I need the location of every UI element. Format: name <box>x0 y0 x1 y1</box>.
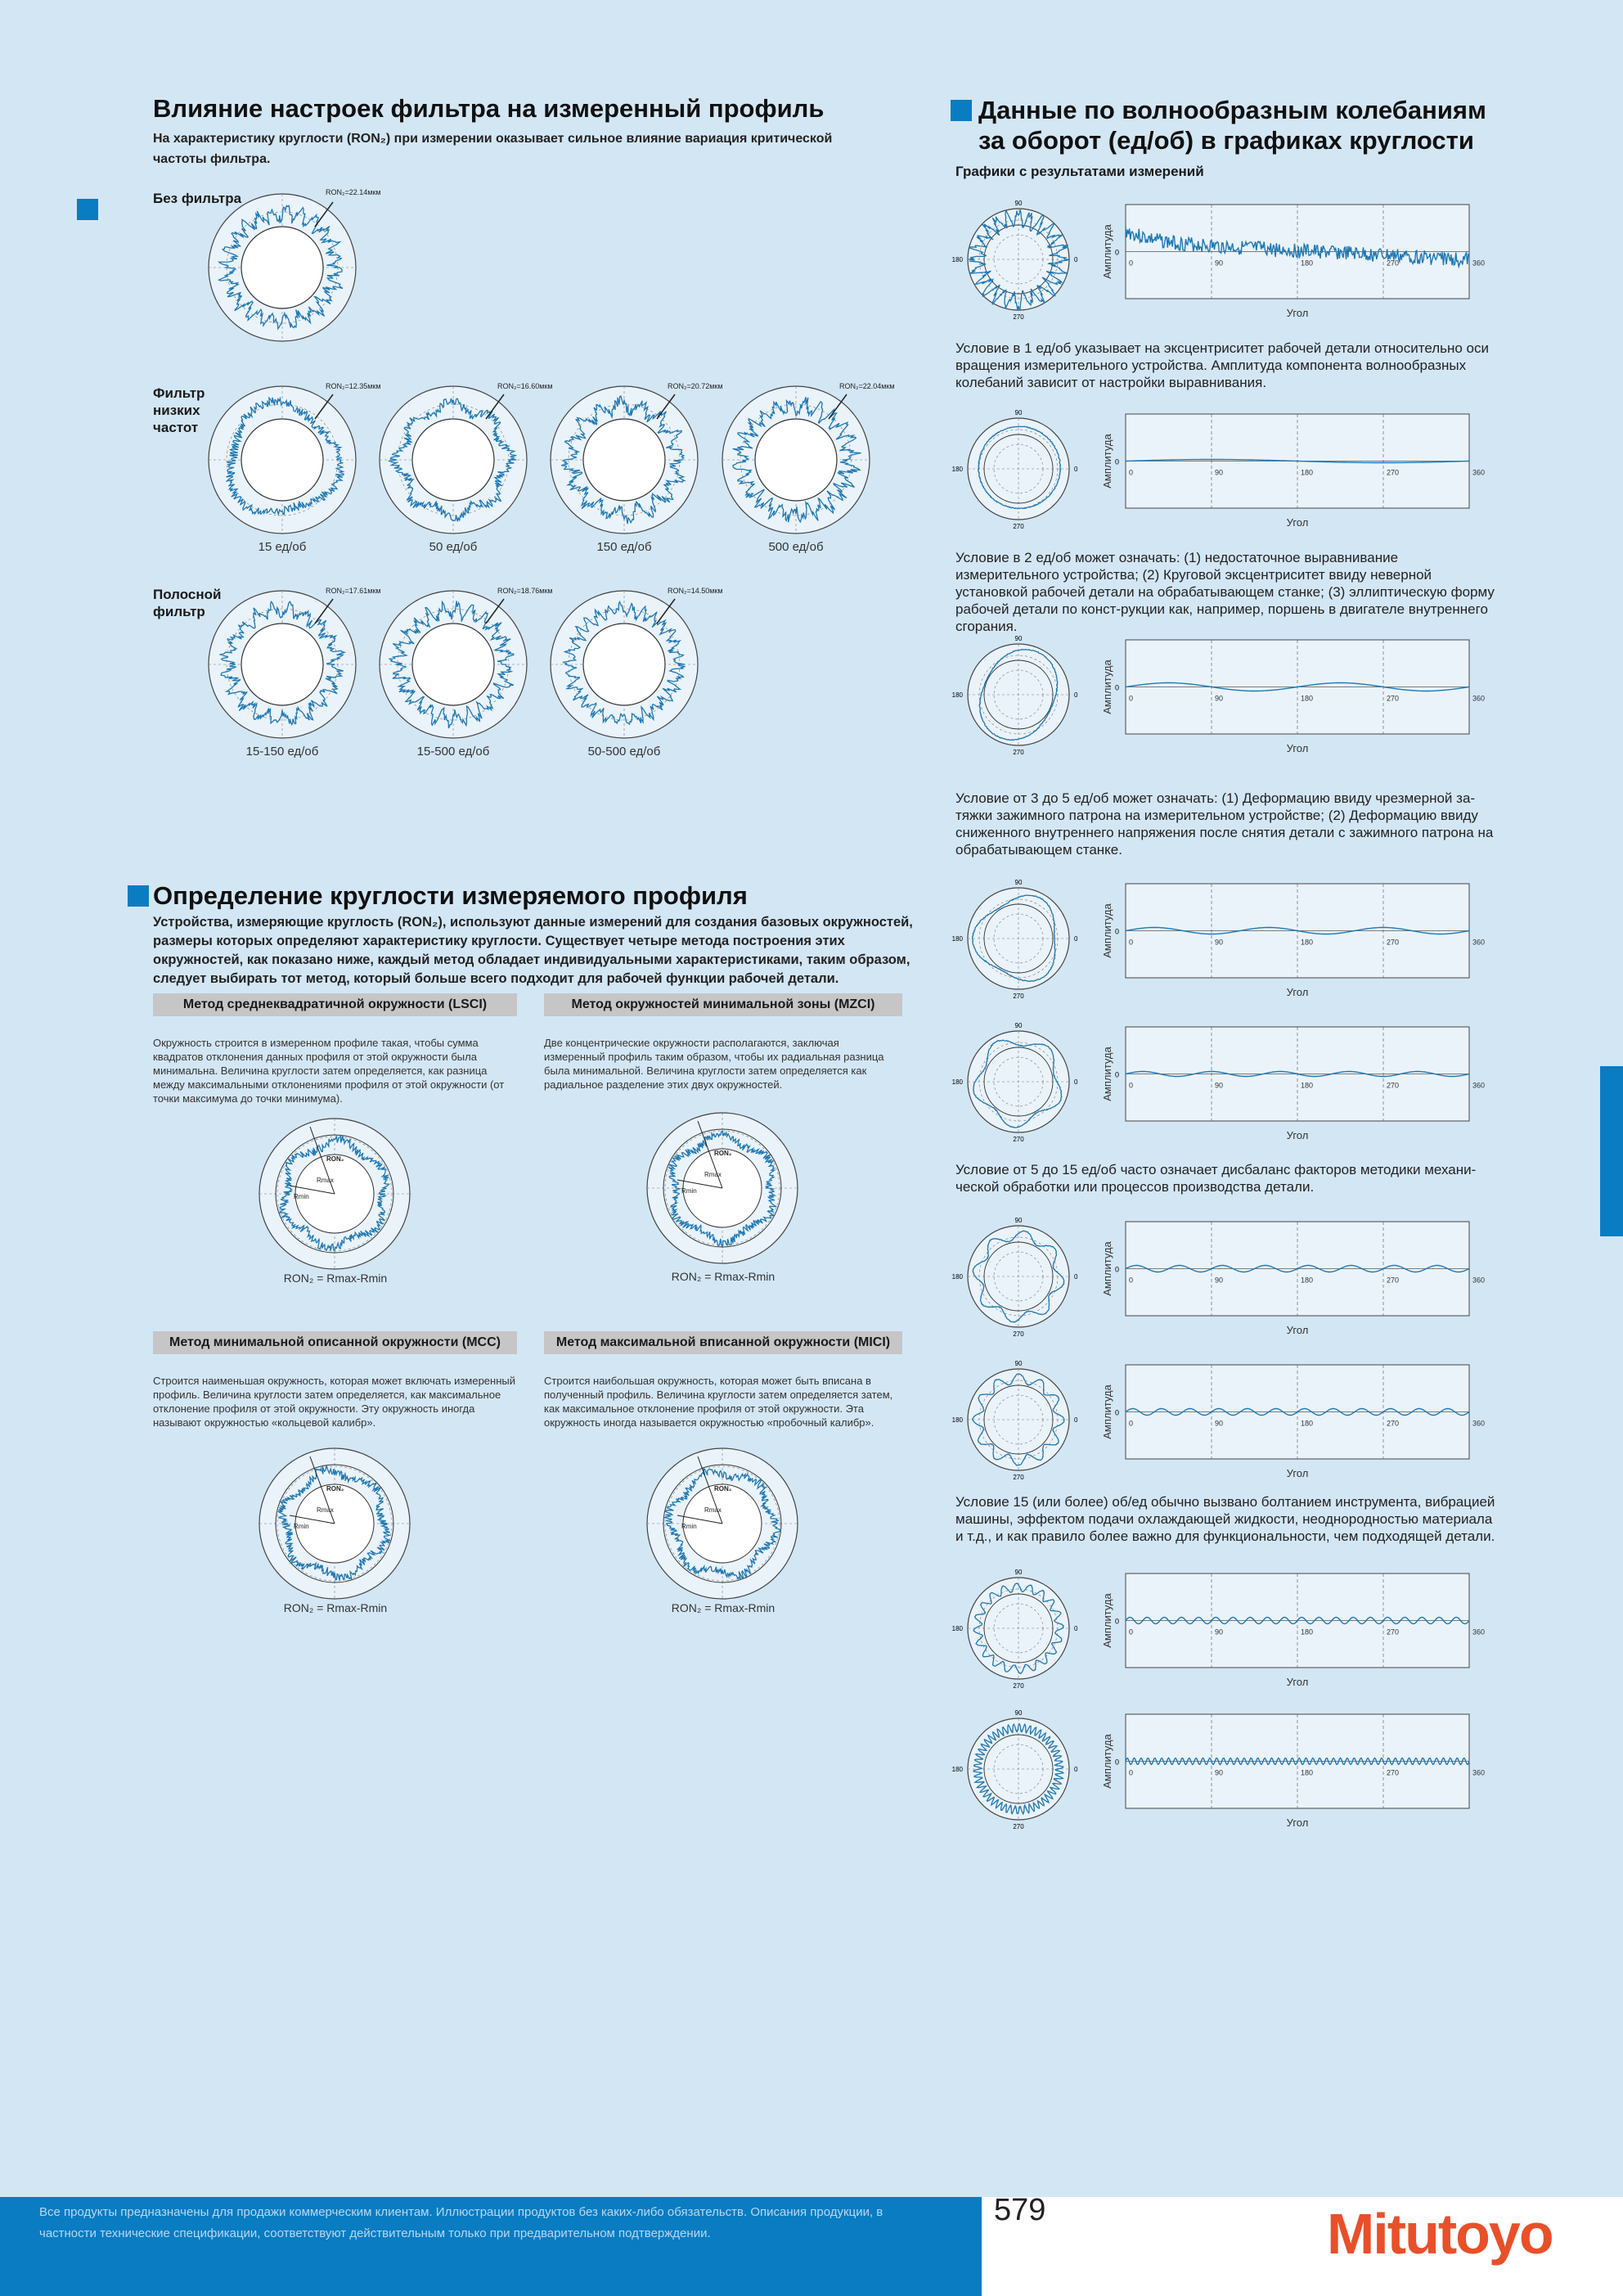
x-tick-label: 0 <box>1129 1276 1134 1285</box>
polar-label-0: 0 <box>1074 256 1078 263</box>
wave-polar-3upr <box>947 869 1090 1008</box>
y-axis-label: Амплитуда <box>1101 660 1113 714</box>
polar-plot-lowpass-50 <box>375 382 531 538</box>
polar-label-270: 270 <box>1013 749 1024 756</box>
lowpass-label: Фильтр низких частот <box>153 385 205 435</box>
ron-value-lowpass-150: RON₂=20.72мкм <box>668 382 723 390</box>
rmax-label: Rmax <box>704 1506 722 1514</box>
polar-label-0: 0 <box>1074 1078 1078 1086</box>
x-tick-label: 180 <box>1301 938 1314 947</box>
reference-circle <box>412 624 494 705</box>
footer-disclaimer: Все продукты предназначены для продажи коммерческим клиентам. Иллюстрации продуктов без каких-либо обязательств. Описания продукции, в частности технические спецификации, соответствуют действительным только при предварительном подтверждении. <box>39 2205 883 2240</box>
method-mcc-text: Строится наименьшая окружность, которая может включать измеренный профиль. Величина круглости затем определяется, как максимальное отклонение профиля от этой окружности. Эту окружность иногда называют окружностью «кольцевой калибр». <box>153 1375 515 1429</box>
rmin-label: Rmin <box>294 1523 309 1530</box>
x-tick-label: 180 <box>1301 694 1314 703</box>
wave-chart-8upr <box>1093 1213 1486 1348</box>
ron-label: RON₂ <box>326 1485 344 1492</box>
reference-circle <box>755 419 837 501</box>
y-zero-label: 0 <box>1114 683 1119 692</box>
x-tick-label: 270 <box>1387 1768 1400 1777</box>
ron-value-no-filter: RON₂=22.14мкм <box>326 188 381 196</box>
method-mzci-title: Метод окружностей минимальной зоны (MZCI) <box>544 993 902 1016</box>
x-axis-label: Угол <box>1286 307 1309 319</box>
condition-3-text: Условие от 3 до 5 ед/об может означать: (1) Деформацию ввиду чрезмерной за-тяжки зажимного патрона на измерительном устройстве; (2) Деформацию ввиду сниженного внутреннего напряжения после снятия детали с зажимного патрона на обрабатывающем станке. <box>955 790 1494 858</box>
caption-lowpass-150: 150 ед/об <box>596 540 652 554</box>
wave-polar-12upr <box>947 1350 1090 1489</box>
ron-label: RON₂ <box>714 1150 732 1157</box>
polar-label-180: 180 <box>951 466 963 473</box>
ron-value-bandpass-15-150: RON₂=17.61мкм <box>326 587 381 595</box>
wave-chart-12upr <box>1093 1357 1486 1492</box>
method-mici-text: Строится наибольшая окружность, которая может быть вписана в полученный профиль. Величина круглости затем определяется затем, как максимальное отклонение профиля от этой окружности. Эта окружность иногда называется окружностью «пробочный калибр». <box>544 1375 893 1429</box>
reference-circle <box>241 624 323 705</box>
roundness-section-intro: Устройства, измеряющие круглость (RON₂), используют данные измерений для создания базовых окружностей, размеры которых определяют характеристику круглости. Существует четыре метода построения этих окружностей, как показано ниже, каждый метод обладает индивидуальными характеристиками, таким образом, следует выбирать тот метод, который больше всего подходит для рабочей функции рабочей детали. <box>153 915 913 986</box>
y-zero-label: 0 <box>1114 457 1119 466</box>
x-tick-label: 180 <box>1301 1627 1314 1636</box>
x-tick-label: 0 <box>1129 1627 1134 1636</box>
x-tick-label: 360 <box>1472 259 1486 268</box>
condition-5-text: Условие 15 (или более) об/ед обычно вызвано болтанием инструмента, вибрацией машины, эффектом подачи охлаждающей жидкости, неоднородностью материала и т.д., и как правило более важно для функциональности, чем подходящей детали. <box>955 1494 1495 1544</box>
x-tick-label: 360 <box>1472 1768 1486 1777</box>
x-tick-label: 0 <box>1129 938 1134 947</box>
x-tick-label: 0 <box>1129 1768 1134 1777</box>
rmin-label: Rmin <box>294 1193 309 1200</box>
polar-label-90: 90 <box>1014 409 1023 416</box>
polar-label-0: 0 <box>1074 466 1078 473</box>
polar-label-270: 270 <box>1013 993 1024 1000</box>
x-axis-label: Угол <box>1286 1129 1309 1141</box>
x-tick-label: 90 <box>1215 1081 1224 1090</box>
y-axis-label: Амплитуда <box>1101 224 1113 279</box>
rmax-label: Rmax <box>317 1177 334 1184</box>
x-tick-label: 180 <box>1301 1768 1314 1777</box>
mici-diagram <box>643 1444 803 1604</box>
no-filter-label: Без фильтра <box>153 191 242 206</box>
y-zero-label: 0 <box>1114 248 1119 257</box>
polar-label-270: 270 <box>1013 1823 1024 1830</box>
polar-label-0: 0 <box>1074 1273 1078 1281</box>
caption-bandpass-50-500: 50-500 ед/об <box>587 745 661 759</box>
reference-circle <box>241 227 323 308</box>
ron-value-bandpass-15-500: RON₂=18.76мкм <box>497 587 553 595</box>
wave-chart-5upr <box>1093 1019 1486 1154</box>
y-axis-label: Амплитуда <box>1101 1384 1113 1439</box>
mitutoyo-logo: Mitutoyo <box>1327 2202 1553 2266</box>
polar-label-270: 270 <box>1013 1330 1024 1338</box>
mzci-formula: RON₂ = Rmax-Rmin <box>671 1270 776 1283</box>
x-tick-label: 0 <box>1129 694 1134 703</box>
x-tick-label: 90 <box>1215 1768 1224 1777</box>
reference-circle <box>583 419 665 501</box>
polar-label-270: 270 <box>1013 1682 1024 1690</box>
waviness-subtitle: Графики с результатами измерений <box>955 164 1204 179</box>
method-mici-title: Метод максимальной вписанной окружности (MICI) <box>544 1331 902 1354</box>
rmax-label: Rmax <box>317 1506 334 1514</box>
y-axis-label: Амплитуда <box>1101 1241 1113 1296</box>
x-tick-label: 360 <box>1472 1419 1486 1428</box>
mcc-diagram <box>255 1444 415 1604</box>
roundness-section-title: Определение круглости измеряемого профиля <box>153 881 748 910</box>
caption-bandpass-15-150: 15-150 ед/об <box>245 745 319 759</box>
polar-label-180: 180 <box>951 256 963 263</box>
y-zero-label: 0 <box>1114 927 1119 936</box>
x-tick-label: 90 <box>1215 468 1224 477</box>
x-tick-label: 0 <box>1129 1419 1134 1428</box>
method-lsci-title: Метод среднеквадратичной окружности (LSCI) <box>153 993 517 1016</box>
condition-4-text: Условие от 5 до 15 ед/об часто означает дисбаланс факторов методики механи-ческой обработки или процессов производства детали. <box>955 1162 1477 1195</box>
filter-section-title: Влияние настроек фильтра на измеренный профиль <box>153 94 825 123</box>
polar-label-270: 270 <box>1013 313 1024 321</box>
polar-label-180: 180 <box>951 1625 963 1632</box>
polar-label-180: 180 <box>951 691 963 699</box>
ron-value-lowpass-500: RON₂=22.04мкм <box>839 382 895 390</box>
x-tick-label: 90 <box>1215 694 1224 703</box>
polar-label-90: 90 <box>1014 635 1023 642</box>
mzci-diagram <box>643 1109 803 1268</box>
caption-lowpass-15: 15 ед/об <box>258 540 307 554</box>
wave-polar-measured <box>947 190 1090 329</box>
side-index-tab <box>1600 1066 1623 1236</box>
x-tick-label: 90 <box>1215 1419 1224 1428</box>
y-axis-label: Амплитуда <box>1101 1734 1113 1789</box>
wave-polar-2upr <box>947 625 1090 764</box>
method-mzci-text: Две концентрические окружности располагаются, заключая измеренный профиль таким образом, чтобы их радиальная разница была минимальной. Величина круглости затем определяется как радиальное разделение этих двух окружностей. <box>544 1037 884 1091</box>
x-axis-label: Угол <box>1286 1817 1309 1829</box>
polar-label-0: 0 <box>1074 1625 1078 1632</box>
bandpass-label: Полосной фильтр <box>153 587 222 619</box>
wave-polar-20upr <box>947 1559 1090 1698</box>
caption-lowpass-500: 500 ед/об <box>768 540 824 554</box>
x-tick-label: 360 <box>1472 1081 1486 1090</box>
waviness-title: Данные по волнообразным колебаниям за оборот (ед/об) в графиках круглости <box>978 96 1486 155</box>
ron-label: RON₂ <box>326 1155 344 1163</box>
section-marker-icon <box>951 100 972 121</box>
lsci-formula: RON₂ = Rmax-Rmin <box>283 1272 388 1285</box>
polar-label-0: 0 <box>1074 691 1078 699</box>
polar-label-90: 90 <box>1014 1569 1023 1576</box>
x-tick-label: 90 <box>1215 259 1224 268</box>
wave-chart-2upr <box>1093 632 1486 767</box>
polar-label-180: 180 <box>951 935 963 943</box>
x-tick-label: 270 <box>1387 938 1400 947</box>
x-tick-label: 360 <box>1472 694 1486 703</box>
polar-plot-lowpass-15 <box>205 382 360 538</box>
caption-lowpass-50: 50 ед/об <box>429 540 478 554</box>
y-axis-label: Амплитуда <box>1101 1593 1113 1648</box>
polar-label-90: 90 <box>1014 1217 1023 1224</box>
x-tick-label: 180 <box>1301 1081 1314 1090</box>
x-axis-label: Угол <box>1286 516 1309 529</box>
polar-label-90: 90 <box>1014 1709 1023 1717</box>
polar-plot-lowpass-150 <box>546 382 702 538</box>
reference-circle <box>241 419 323 501</box>
x-tick-label: 360 <box>1472 468 1486 477</box>
x-tick-label: 270 <box>1387 1627 1400 1636</box>
mici-formula: RON₂ = Rmax-Rmin <box>671 1601 776 1614</box>
x-axis-label: Угол <box>1286 1467 1309 1479</box>
method-lsci-text: Окружность строится в измеренном профиле такая, чтобы сумма квадратов отклонения данных профиля от этой окружности была минимальна. Величина круглости затем определяется, как разница между максимальными отклонениями профиля от этой окружности (от точки максимума до точки минимума). <box>153 1037 505 1105</box>
filter-section-intro: На характеристику круглости (RON₂) при измерении оказывает сильное влияние вариация критической частоты фильтра. <box>153 132 833 166</box>
rmin-label: Rmin <box>681 1187 697 1195</box>
wave-chart-measured <box>1093 196 1486 331</box>
ron-value-bandpass-50-500: RON₂=14.50мкм <box>668 587 723 595</box>
lsci-diagram <box>255 1114 415 1274</box>
x-tick-label: 0 <box>1129 259 1134 268</box>
ron-value-lowpass-15: RON₂=12.35мкм <box>326 382 381 390</box>
x-tick-label: 270 <box>1387 468 1400 477</box>
reference-circle <box>412 419 494 501</box>
x-tick-label: 90 <box>1215 1627 1224 1636</box>
x-tick-label: 0 <box>1129 468 1134 477</box>
x-tick-label: 360 <box>1472 938 1486 947</box>
x-tick-label: 270 <box>1387 694 1400 703</box>
y-zero-label: 0 <box>1114 1408 1119 1417</box>
wave-chart-50upr <box>1093 1706 1486 1841</box>
y-zero-label: 0 <box>1114 1070 1119 1079</box>
polar-label-90: 90 <box>1014 1022 1023 1029</box>
polar-label-180: 180 <box>951 1766 963 1773</box>
wave-chart-20upr <box>1093 1565 1486 1700</box>
x-tick-label: 90 <box>1215 1276 1224 1285</box>
ron-value-lowpass-50: RON₂=16.60мкм <box>497 382 553 390</box>
y-axis-label: Амплитуда <box>1101 903 1113 958</box>
polar-plot-no-filter <box>205 190 360 345</box>
x-tick-label: 360 <box>1472 1627 1486 1636</box>
x-tick-label: 270 <box>1387 1276 1400 1285</box>
x-tick-label: 270 <box>1387 1081 1400 1090</box>
caption-bandpass-15-500: 15-500 ед/об <box>416 745 490 759</box>
x-tick-label: 180 <box>1301 259 1314 268</box>
x-axis-label: Угол <box>1286 742 1309 754</box>
x-axis-label: Угол <box>1286 1676 1309 1688</box>
x-tick-label: 90 <box>1215 938 1224 947</box>
x-tick-label: 0 <box>1129 1081 1134 1090</box>
polar-plot-bandpass-50-500 <box>546 587 702 742</box>
polar-label-180: 180 <box>951 1416 963 1424</box>
x-tick-label: 180 <box>1301 468 1314 477</box>
polar-label-270: 270 <box>1013 1474 1024 1481</box>
x-tick-label: 180 <box>1301 1276 1314 1285</box>
x-tick-label: 270 <box>1387 1419 1400 1428</box>
x-axis-label: Угол <box>1286 986 1309 998</box>
polar-label-90: 90 <box>1014 200 1023 207</box>
page-number: 579 <box>994 2193 1046 2227</box>
y-zero-label: 0 <box>1114 1758 1119 1767</box>
section-marker-icon <box>128 885 149 907</box>
wave-chart-3upr <box>1093 876 1486 1011</box>
condition-1-text: Условие в 1 ед/об указывает на эксцентриситет рабочей детали относительно оси вращения измерительного устройства. Амплитуда компонента волнообразных колебаний зависит от настройки выравнивания. <box>955 340 1490 390</box>
section-marker-icon <box>77 199 98 220</box>
polar-plot-bandpass-15-150 <box>205 587 360 742</box>
polar-label-270: 270 <box>1013 523 1024 530</box>
polar-label-180: 180 <box>951 1273 963 1281</box>
rmin-label: Rmin <box>681 1523 697 1530</box>
rmax-label: Rmax <box>704 1171 722 1178</box>
wave-polar-1upr <box>947 399 1090 538</box>
polar-plot-lowpass-500 <box>718 382 874 538</box>
y-zero-label: 0 <box>1114 1617 1119 1626</box>
polar-label-90: 90 <box>1014 879 1023 886</box>
x-tick-label: 270 <box>1387 259 1400 268</box>
polar-label-0: 0 <box>1074 1766 1078 1773</box>
polar-label-0: 0 <box>1074 935 1078 943</box>
y-axis-label: Амплитуда <box>1101 434 1113 488</box>
wave-polar-50upr <box>947 1699 1090 1839</box>
x-tick-label: 360 <box>1472 1276 1486 1285</box>
mcc-formula: RON₂ = Rmax-Rmin <box>283 1601 388 1614</box>
wave-polar-5upr <box>947 1012 1090 1151</box>
polar-label-90: 90 <box>1014 1360 1023 1367</box>
x-axis-label: Угол <box>1286 1324 1309 1336</box>
y-axis-label: Амплитуда <box>1101 1047 1113 1101</box>
y-zero-label: 0 <box>1114 1265 1119 1274</box>
polar-label-270: 270 <box>1013 1136 1024 1143</box>
condition-2-text: Условие в 2 ед/об может означать: (1) недостаточное выравнивание измерительного устройства; (2) Круговой эксцентриситет ввиду неверной установкой рабочей детали на обрабатывающем станке; (3) эллиптическую форму рабочей детали по конст-рукции как, например, поршень в двигателе внутреннего сгорания. <box>955 550 1495 634</box>
method-mcc-title: Метод минимальной описанной окружности (MCC) <box>153 1331 517 1354</box>
wave-polar-8upr <box>947 1207 1090 1346</box>
polar-label-0: 0 <box>1074 1416 1078 1424</box>
polar-plot-bandpass-15-500 <box>375 587 531 742</box>
x-tick-label: 180 <box>1301 1419 1314 1428</box>
reference-circle <box>583 624 665 705</box>
polar-label-180: 180 <box>951 1078 963 1086</box>
ron-label: RON₂ <box>714 1485 732 1492</box>
wave-chart-1upr <box>1093 406 1486 541</box>
